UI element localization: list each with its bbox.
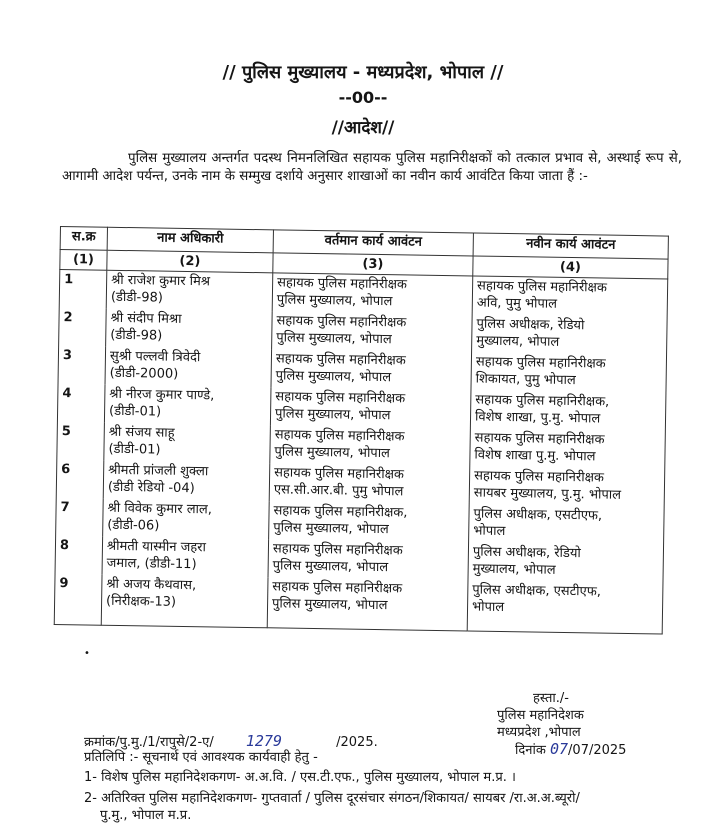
- current-posting-office: पुलिस मुख्यालय, भोपाल: [274, 406, 391, 424]
- table-cell: [272, 273, 473, 315]
- table-cell: [105, 347, 272, 388]
- new-posting-office: सायबर मुख्यालय, पु.मु. भोपाल: [473, 485, 622, 503]
- current-posting: सहायक पुलिस महानिरीक्षक: [272, 579, 403, 597]
- serial-number: 6: [61, 462, 71, 478]
- officer-name: श्रीमती प्रांजली शुक्ला: [108, 462, 209, 480]
- new-posting-office: भोपाल: [473, 523, 506, 540]
- table-cell: [106, 270, 273, 311]
- ref-prefix: क्रमांक/पु.मु./1/रापुसे/2-ए/: [84, 735, 214, 750]
- table-cell: [472, 314, 668, 355]
- table-cell: [269, 463, 470, 504]
- officer-batch: (डीडी-98): [110, 289, 164, 306]
- table-cell: [271, 349, 472, 390]
- table-cell: [101, 575, 268, 628]
- table-cell: [55, 536, 103, 575]
- new-posting: पुलिस अधीक्षक, रेडियो: [472, 544, 581, 562]
- current-posting: सहायक पुलिस महानिरीक्षक: [276, 313, 407, 331]
- new-posting-office: भोपाल: [471, 599, 505, 616]
- copy-item-2-cont: पु.मु., भोपाल म.प्र.: [100, 808, 192, 823]
- table-cell: [102, 537, 269, 578]
- officer-name: श्री संदीप मिश्रा: [110, 310, 182, 327]
- signatory-designation: पुलिस महानिदेशक: [497, 708, 584, 723]
- officer-batch: (डीडी-2000): [109, 365, 179, 382]
- table-cell: [104, 423, 271, 464]
- col-header-new: नवीन कार्य आवंटन: [473, 233, 668, 259]
- current-posting: सहायक पुलिस महानिरीक्षक: [272, 541, 403, 559]
- ref-number-handwritten: 1279: [245, 732, 282, 750]
- table-cell: [470, 390, 666, 431]
- order-title: //आदेश//: [331, 118, 395, 138]
- ref-year: /2025.: [336, 735, 378, 750]
- signed-mark: हस्ता./-: [533, 691, 569, 706]
- table-cell: [54, 574, 102, 625]
- table-cell: [59, 308, 107, 347]
- new-posting: पुलिस अधीक्षक, एसटीएफ,: [472, 582, 602, 600]
- new-posting: पुलिस अधीक्षक, एसटीएफ,: [473, 506, 603, 524]
- table-cell: [470, 428, 666, 469]
- current-posting-office: पुलिस मुख्यालय, भोपाल: [273, 520, 389, 538]
- table-cell: [57, 384, 105, 423]
- new-posting: सहायक पुलिस महानिरीक्षक: [474, 468, 605, 486]
- table-cell: [267, 577, 468, 631]
- current-posting: सहायक पुलिस महानिरीक्षक,: [273, 503, 408, 521]
- current-posting-office: पुलिस मुख्यालय, भोपाल: [276, 330, 392, 348]
- officer-batch: (निरीक्षक-13): [105, 593, 177, 610]
- new-posting-office: मुख्यालय, भोपाल: [472, 561, 556, 578]
- intro-text: पुलिस मुख्यालय अन्तर्गत पदस्थ निमनलिखित सहायक पुलिस महानिरीक्षकों को तत्काल प्रभाव से, अस्थाई रूप से, आगामी आदेश पर्यन्त, उनके नाम के सम्मुख दर्शाये अनुसार शाखाओं का नवीन कार्य आवंटित किया जाता हैं :-: [62, 151, 682, 184]
- table-cell: [469, 466, 665, 507]
- officer-name: श्री संजय साहू: [108, 424, 175, 441]
- current-posting: सहायक पुलिस महानिरीक्षक: [277, 275, 408, 293]
- table-cell: [56, 498, 104, 537]
- current-posting: सहायक पुलिस महानिरीक्षक: [275, 351, 406, 369]
- current-posting-office: पुलिस मुख्यालय, भोपाल: [275, 368, 392, 386]
- col-header-serial: स.क्र: [60, 227, 107, 251]
- table-cell: [103, 461, 270, 502]
- table-cell: [103, 499, 270, 540]
- signatory-place: मध्यप्रदेश ,भोपाल: [497, 725, 581, 740]
- new-posting: सहायक पुलिस महानिरीक्षक,: [475, 392, 610, 410]
- current-posting: सहायक पुलिस महानिरीक्षक: [274, 465, 405, 483]
- intro-paragraph: [62, 150, 682, 186]
- date-month-year: /07/2025: [568, 743, 627, 758]
- table-row: [54, 574, 663, 634]
- current-posting: सहायक पुलिस महानिरीक्षक: [275, 389, 406, 407]
- heading-separator: --00--: [338, 88, 388, 107]
- new-posting: सहायक पुलिस महानिरीक्षक: [476, 278, 608, 296]
- table-cell: [269, 501, 470, 542]
- new-posting-office: विशेष शाखा, पु.मु. भोपाल: [474, 409, 601, 427]
- table-cell: [472, 276, 668, 318]
- officer-batch: (डीडी-06): [107, 517, 160, 534]
- transfer-table: [54, 226, 669, 635]
- officer-name: श्री विवेक कुमार लाल,: [107, 500, 213, 518]
- new-posting: सहायक पुलिस महानिरीक्षक: [474, 430, 605, 448]
- col-number: (1): [60, 250, 107, 271]
- serial-number: 1: [64, 272, 74, 288]
- stray-mark: •: [84, 648, 90, 659]
- table-cell: [467, 580, 663, 634]
- officer-name: श्री नीरज कुमार पाण्डे,: [109, 386, 215, 404]
- table-cell: [104, 385, 271, 426]
- current-posting-office: पुलिस मुख्यालय, भोपाल: [271, 596, 388, 614]
- current-posting-office: पुलिस मुख्यालय, भोपाल: [276, 292, 393, 310]
- new-posting-office: विशेष शाखा पु.मु. भोपाल: [474, 447, 596, 465]
- new-posting-office: मुख्यालय, भोपाल: [476, 333, 560, 350]
- serial-number: 9: [59, 576, 69, 592]
- signature-date: [497, 741, 626, 759]
- officer-name: श्रीमती यास्मीन जहरा: [106, 538, 207, 556]
- officer-name: सुश्री पल्लवी त्रिवेदी: [109, 348, 201, 366]
- col-number: (2): [107, 250, 273, 273]
- date-label: दिनांक: [515, 743, 546, 758]
- table-cell: [59, 270, 107, 309]
- serial-number: 4: [62, 386, 72, 402]
- serial-number: 2: [63, 310, 73, 326]
- serial-number: 5: [61, 424, 71, 440]
- new-posting-office: शिकायत, पुमु भोपाल: [475, 371, 576, 389]
- table-cell: [468, 542, 664, 583]
- copy-item-2: 2- अतिरिक्त पुलिस महानिदेशकगण- गुप्तवार्ता / पुलिस दूरसंचार संगठन/शिकायत/ सायबर /रा.अ.अ.ब्यूरो/: [84, 791, 580, 806]
- new-posting-office: अवि, पुमु भोपाल: [476, 295, 558, 312]
- table-cell: [469, 504, 665, 545]
- office-heading: // पुलिस मुख्यालय - मध्यप्रदेश, भोपाल //: [222, 62, 504, 83]
- officer-batch: (डीडी-01): [108, 403, 162, 420]
- copy-to-line: प्रतिलिपि :- सूचनार्थ एवं आवश्यक कार्यवाही हेतु -: [84, 750, 318, 765]
- col-header-current: वर्तमान कार्य आवंटन: [273, 230, 473, 256]
- table-cell: [270, 387, 471, 428]
- col-header-name: नाम अधिकारी: [107, 227, 273, 253]
- table-cell: [106, 309, 273, 350]
- date-day-handwritten: 07: [549, 740, 569, 758]
- col-number: (4): [473, 256, 668, 279]
- new-posting: पुलिस अधीक्षक, रेडियो: [476, 316, 585, 334]
- officer-name: श्री राजेश कुमार मिश्र: [111, 272, 211, 290]
- serial-number: 7: [60, 500, 70, 516]
- serial-number: 3: [62, 348, 73, 364]
- table-cell: [272, 311, 473, 352]
- table-cell: [57, 422, 105, 461]
- copy-item-1: 1- विशेष पुलिस महानिदेशकगण- अ.अ.वि. / एस.टी.एफ., पुलिस मुख्यालय, भोपाल म.प्र. ।: [84, 770, 516, 785]
- officer-batch: (डीडी-98): [110, 327, 163, 344]
- officer-name: श्री अजय कैथवास,: [106, 576, 197, 594]
- officer-batch: (डीडी-01): [108, 441, 161, 458]
- col-number: (3): [273, 253, 473, 276]
- officer-batch: जमाल, (डीडी-11): [106, 555, 197, 573]
- table-cell: [58, 346, 106, 385]
- signature-block: [497, 690, 626, 759]
- table-cell: [268, 539, 469, 580]
- current-posting-office: पुलिस मुख्यालय, भोपाल: [274, 444, 391, 462]
- current-posting-office: एस.सी.आर.बी. पुमु भोपाल: [273, 482, 404, 500]
- serial-number: 8: [59, 538, 70, 554]
- table-cell: [56, 460, 104, 499]
- new-posting: सहायक पुलिस महानिरीक्षक: [475, 354, 606, 372]
- officer-batch: (डीडी रेडियो -04): [107, 479, 195, 497]
- table-cell: [270, 425, 471, 466]
- current-posting: सहायक पुलिस महानिरीक्षक: [274, 427, 405, 445]
- reference-line: [84, 733, 378, 751]
- table-cell: [471, 352, 667, 393]
- current-posting-office: पुलिस मुख्यालय, भोपाल: [272, 558, 389, 576]
